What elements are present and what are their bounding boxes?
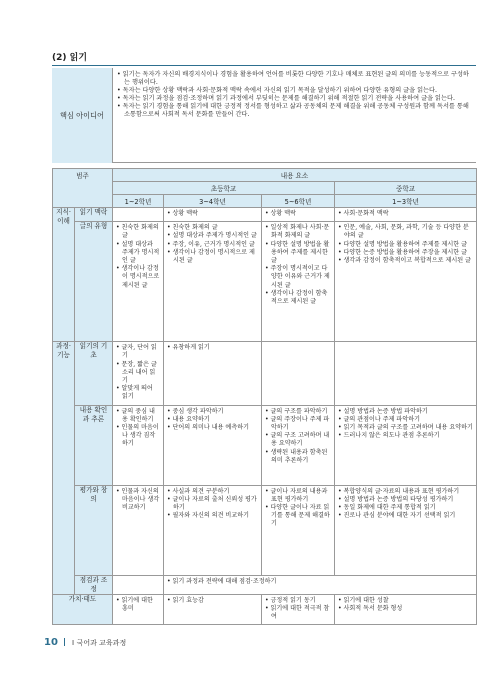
subcategory-evaluation: 평가와 창의 xyxy=(75,485,113,575)
category-values: 가치·태도 xyxy=(53,594,113,625)
cell-item: • 진로나 관심 분야에 대한 자기 선택적 읽기 xyxy=(338,512,456,520)
page-number: 10 xyxy=(44,637,58,648)
cell-context-g56 xyxy=(262,208,335,222)
cell-item: • 생각과 감정이 함축적이고 복합적으로 제시된 글 xyxy=(338,257,471,265)
category-knowledge: 지식·이해 xyxy=(53,208,75,342)
cell-basics-g12 xyxy=(113,342,164,405)
subcategory-monitoring: 점검과 조정 xyxy=(75,575,113,594)
cell-item: • 상황 맥락 xyxy=(265,210,297,217)
cell-item: • 설명 방법과 논증 방법 파악하기 xyxy=(338,407,428,415)
cell-evaluation-g56 xyxy=(262,485,335,575)
cell-item: • 읽기에 대한 성찰 xyxy=(338,596,389,604)
cell-item: • 내용 요약하기 xyxy=(167,415,210,423)
cell-item: • 다양한 설명 방법을 활용하여 주제를 제시한 글 xyxy=(338,240,467,248)
cell-item: • 긍정적 읽기 동기 xyxy=(265,596,316,604)
cell-item: • 유창하게 읽기 xyxy=(167,344,210,352)
core-idea-item: • 독자는 읽기 과정을 점검·조정하며 읽기 과정에서 부딪히는 문제를 해결하기 위해 적절한 읽기 전략을 사용하여 글을 읽는다. xyxy=(117,95,455,103)
cell-item: • 설명 방법과 논증 방법의 타당성 평가하기 xyxy=(338,495,454,503)
cell-item: • 글의 구조를 파악하기 xyxy=(265,407,328,415)
cell-item: • 문장, 짧은 글 소리 내어 읽기 xyxy=(116,360,157,385)
cell-item: • 다양한 논증 방법을 활용하여 주장을 제시한 글 xyxy=(338,248,467,256)
cell-empty xyxy=(262,342,335,405)
cell-item: • 생각이나 감정이 명시적으로 제시된 글 xyxy=(116,265,160,289)
core-idea-item: • 독자는 다양한 상황 맥락과 사회·문화적 맥락 속에서 자신의 읽기 목적을 달성하기 위하여 다양한 유형의 글을 읽는다. xyxy=(117,87,437,95)
subcategory-basics: 읽기의 기초 xyxy=(75,342,113,405)
cell-item: • 주장이 명시적이고 다양한 이유와 근거가 제시된 글 xyxy=(265,265,330,289)
cell-item: • 상황 맥락 xyxy=(167,210,199,217)
cell-empty xyxy=(335,342,477,405)
subcategory-text-type: 글의 유형 xyxy=(75,222,113,342)
core-idea-item: • 읽기는 독자가 자신의 배경지식이나 경험을 활용하여 언어를 비롯한 다양한 기호나 매체로 표현된 글의 의미를 능동적으로 구성하는 행위이다. xyxy=(117,71,469,87)
title-rule xyxy=(52,65,476,66)
cell-comprehension-g34 xyxy=(164,405,262,485)
cell-comprehension-g56 xyxy=(262,405,335,485)
header-content-elements: 내용 요소 xyxy=(113,169,477,182)
section-title: (2) 읽기 xyxy=(52,53,88,63)
cell-texttype-g56 xyxy=(262,222,335,342)
cell-comprehension-middle xyxy=(335,405,477,485)
header-grade-5-6: 5~6학년 xyxy=(262,195,335,208)
cell-item: • 필자와 자신의 의견 비교하기 xyxy=(167,512,249,520)
cell-item: • 다양한 글이나 자료 읽기를 통해 문제 해결하기 xyxy=(265,504,330,528)
cell-item: • 친숙한 화제의 글 xyxy=(116,224,159,240)
cell-item: • 인물과 자신의 마음이나 생각 비교하기 xyxy=(116,487,160,512)
header-category: 범주 xyxy=(53,169,113,208)
cell-item: • 알맞게 띄어 읽기 xyxy=(116,385,153,401)
cell-evaluation-g12 xyxy=(113,485,164,575)
footer-title: 국어과 교육과정 xyxy=(76,639,127,647)
cell-item: • 읽기에 대한 적극적 참여 xyxy=(265,604,330,621)
cell-texttype-g12 xyxy=(113,222,164,342)
cell-item: • 설명 대상과 주제가 명시적인 글 xyxy=(167,232,257,240)
cell-item: • 읽기 과정과 전략에 대해 점검·조정하기 xyxy=(167,577,277,585)
cell-item: • 글이나 자료의 출처 신뢰성 평가하기 xyxy=(167,495,257,512)
cell-empty xyxy=(113,575,164,594)
core-idea-item: • 독자는 읽기 경험을 통해 읽기에 대한 긍정적 정서를 형성하고 삶과 공동체의 문제 해결을 위해 공동체 구성원과 함께 독서를 통해 소통함으로써 사회적 독서 문화를 만들어 간다. xyxy=(117,103,469,119)
core-idea-block xyxy=(52,68,476,163)
cell-item: • 글의 주장이나 주제 파악하기 xyxy=(265,415,330,432)
footer-divider xyxy=(64,638,65,646)
cell-evaluation-g34 xyxy=(164,485,262,575)
cell-item: • 복합양식의 글·자료의 내용과 표현 평가하기 xyxy=(338,487,460,495)
cell-item: • 다양한 설명 방법을 활용하여 주제를 제시한 글 xyxy=(265,240,330,265)
cell-item: • 읽기 효능감 xyxy=(167,596,204,604)
cell-item: • 인물의 마음이나 생각 짐작하기 xyxy=(116,424,159,448)
cell-texttype-g34 xyxy=(164,222,262,342)
cell-item: • 글의 구조 고려하며 내용 요약하기 xyxy=(265,432,330,448)
cell-texttype-middle xyxy=(335,222,477,342)
cell-basics-g34 xyxy=(164,342,262,405)
header-grade-3-4: 3~4학년 xyxy=(164,195,262,208)
cell-item: • 생각이나 감정이 함축적으로 제시된 글 xyxy=(265,289,328,306)
subcategory-comprehension: 내용 확인과 추론 xyxy=(75,405,113,485)
cell-context-middle xyxy=(335,208,477,222)
cell-item: • 글이나 자료의 내용과 표현 평가하기 xyxy=(265,487,328,503)
cell-item: • 사실과 의견 구분하기 xyxy=(167,487,230,495)
cell-comprehension-g12 xyxy=(113,405,164,485)
cell-item: • 사회·문화적 맥락 xyxy=(338,210,389,217)
core-idea-label: 핵심 아이디어 xyxy=(52,68,112,163)
cell-item: • 읽기 목적과 글의 구조를 고려하며 내용 요약하기 xyxy=(338,424,473,432)
cell-item: • 동일 화제에 대한 주제 통합적 읽기 xyxy=(338,504,436,512)
cell-item: • 단어의 의미나 내용 예측하기 xyxy=(167,424,249,432)
cell-item: • 읽기에 대한 흥미 xyxy=(116,596,153,612)
header-grade-1-3: 1~3학년 xyxy=(335,195,477,208)
cell-item: • 일상적 화제나 사회·문화적 화제의 글 xyxy=(265,224,330,240)
cell-item: • 주장, 이유, 근거가 명시적인 글 xyxy=(167,240,255,248)
cell-monitoring xyxy=(164,575,477,594)
cell-item: • 글의 중심 내용 확인하기 xyxy=(116,407,155,423)
cell-item: • 인문, 예술, 사회, 문화, 과학, 기술 등 다양한 분야의 글 xyxy=(338,224,469,240)
cell-item: • 생각이나 감정이 명시적으로 제시된 글 xyxy=(167,248,255,265)
header-middle: 중학교 xyxy=(335,182,477,195)
cell-values-g34 xyxy=(164,594,262,625)
page-footer xyxy=(44,637,126,648)
cell-item: • 드러나지 않은 의도나 관점 추론하기 xyxy=(338,432,440,440)
cell-item: • 친숙한 화제의 글 xyxy=(167,224,218,232)
subcategory-reading-context: 읽기 맥락 xyxy=(75,208,113,222)
cell-values-g12 xyxy=(113,594,164,625)
footer-chapter: I xyxy=(72,639,75,647)
cell-empty xyxy=(113,208,164,222)
content-elements-table xyxy=(52,168,477,625)
cell-values-middle xyxy=(335,594,477,625)
cell-values-g56 xyxy=(262,594,335,625)
cell-item: • 생략된 내용과 함축된 의미 추론하기 xyxy=(265,448,328,464)
header-elementary: 초등학교 xyxy=(113,182,335,195)
category-process: 과정·기능 xyxy=(53,342,75,594)
core-idea-body xyxy=(112,68,476,163)
cell-evaluation-middle xyxy=(335,485,477,575)
cell-item: • 설명 대상과 주제가 명시적인 글 xyxy=(116,240,160,265)
cell-item: • 글의 관점이나 주제 파악하기 xyxy=(338,415,420,423)
cell-item: • 글자, 단어 읽기 xyxy=(116,344,157,360)
cell-context-g34 xyxy=(164,208,262,222)
header-grade-1-2: 1~2학년 xyxy=(113,195,164,208)
cell-item: • 사회적 독서 문화 형성 xyxy=(338,604,403,612)
cell-item: • 중심 생각 파악하기 xyxy=(167,407,224,415)
